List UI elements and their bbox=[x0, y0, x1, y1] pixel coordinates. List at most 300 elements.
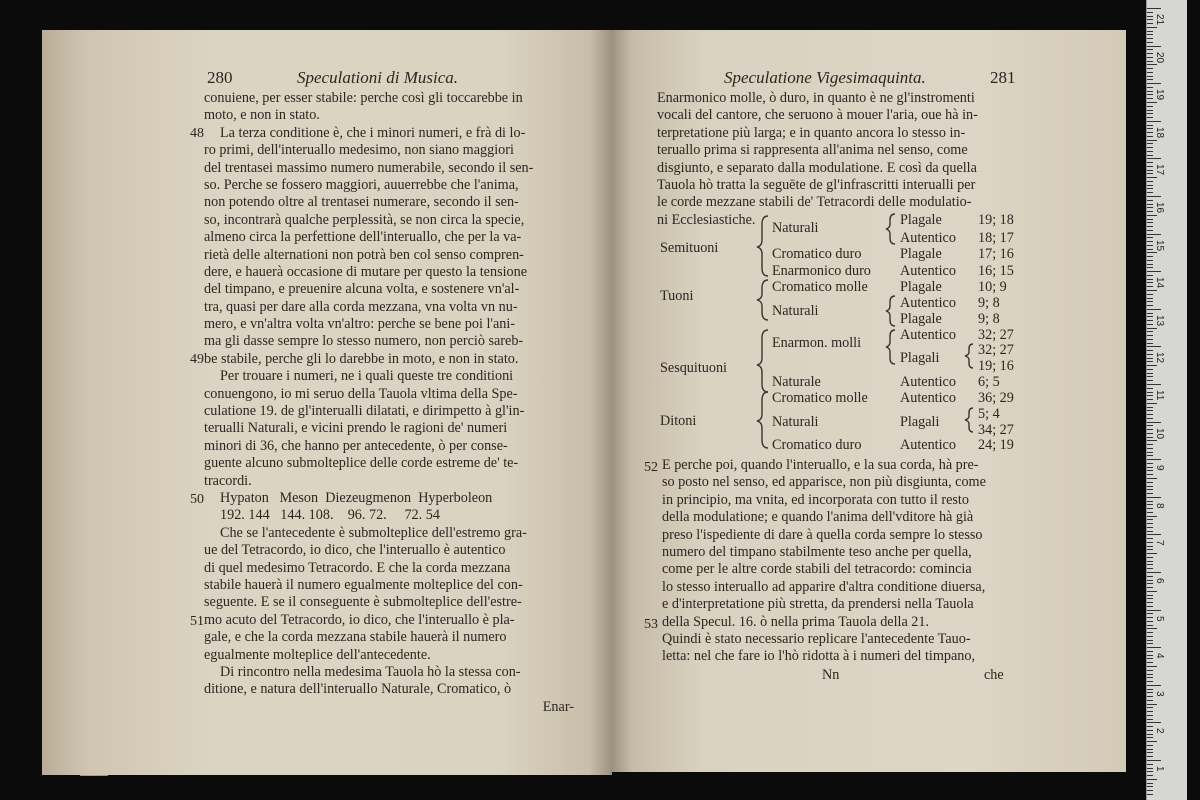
ruler-tick bbox=[1147, 34, 1153, 35]
brace-naturali-tuoni bbox=[886, 296, 895, 326]
subgroup: Enarmon. molli bbox=[772, 335, 862, 351]
text-line: stabile hauerà il numero egualmente molteplice del con- bbox=[204, 576, 523, 593]
ruler-tick bbox=[1147, 482, 1153, 483]
ruler-tick bbox=[1147, 256, 1153, 257]
tetrachord-numbers: 192. 144 144. 108. 96. 72. 72. 54 bbox=[220, 507, 440, 524]
text-line: ma gli dasse sempre lo stesso numero, non perciò sareb- bbox=[204, 333, 524, 350]
ruler-tick bbox=[1147, 722, 1161, 723]
text-line: Enarmonico molle, ò duro, in quanto è ne gl'instromenti bbox=[657, 90, 975, 106]
ruler-tick bbox=[1147, 692, 1153, 693]
text-line: Che se l'antecedente è submolteplice dell'estremo gra- bbox=[220, 524, 527, 541]
ruler-tick bbox=[1147, 309, 1161, 310]
interval-ratio: 17; 16 bbox=[978, 246, 1014, 262]
left-body-text bbox=[204, 90, 604, 716]
ruler-tick bbox=[1147, 46, 1161, 47]
right-body-text-bottom bbox=[662, 457, 1082, 666]
ruler-tick bbox=[1147, 192, 1153, 193]
ruler-tick bbox=[1147, 42, 1153, 43]
brace-enarmon bbox=[886, 330, 895, 364]
subgroup: Naturali bbox=[772, 303, 819, 319]
ruler-tick bbox=[1147, 335, 1153, 336]
ruler-tick bbox=[1147, 252, 1157, 253]
ruler-label: 1 bbox=[1154, 766, 1165, 772]
ruler-tick bbox=[1147, 196, 1161, 197]
ruler-tick bbox=[1147, 226, 1153, 227]
text-line: so, incontrarà qualche perplessità, se non circa la specie, bbox=[204, 211, 525, 228]
ruler-tick bbox=[1147, 726, 1153, 727]
catchword: che bbox=[984, 667, 1004, 683]
interval-kind: Plagale bbox=[900, 212, 942, 228]
ruler-tick bbox=[1147, 531, 1153, 532]
ruler-tick bbox=[1147, 425, 1153, 426]
ruler-tick bbox=[1147, 783, 1153, 784]
ruler-tick bbox=[1147, 64, 1157, 65]
margin-number: 50 bbox=[190, 492, 204, 507]
margin-number: 49 bbox=[190, 352, 204, 367]
ruler-tick bbox=[1147, 8, 1161, 9]
left-page bbox=[42, 30, 612, 775]
ruler-tick bbox=[1147, 497, 1161, 498]
ruler-tick bbox=[1147, 546, 1153, 547]
ruler-tick bbox=[1147, 504, 1153, 505]
ruler-tick bbox=[1147, 771, 1153, 772]
ruler-tick bbox=[1147, 16, 1153, 17]
ruler-tick bbox=[1147, 700, 1153, 701]
interval-ratio: 9; 8 bbox=[978, 295, 1000, 311]
ruler-tick bbox=[1147, 128, 1153, 129]
ruler-tick bbox=[1147, 549, 1153, 550]
ruler-label: 8 bbox=[1154, 502, 1165, 509]
ruler-tick bbox=[1147, 204, 1153, 205]
ruler-tick bbox=[1147, 557, 1153, 558]
ruler-tick bbox=[1147, 361, 1153, 362]
ruler-tick bbox=[1147, 493, 1153, 494]
ruler-tick bbox=[1147, 568, 1153, 569]
text-line: mo acuto del Tetracordo, io dico, che l'interuallo è pla- bbox=[204, 611, 515, 628]
ruler-tick bbox=[1147, 508, 1153, 509]
text-line: le corde mezzane stabili de' Tetracordi delle modulatio- bbox=[657, 194, 972, 211]
ruler-tick bbox=[1147, 151, 1153, 152]
text-line: disgiunto, e separato dalla modulatione. E così da quella bbox=[657, 159, 977, 176]
ruler-label: 5 bbox=[1154, 615, 1165, 622]
ruler-tick bbox=[1147, 376, 1153, 377]
ruler-tick bbox=[1147, 113, 1153, 114]
text-line: Di rincontro nella medesima Tauola hò la stessa con- bbox=[220, 663, 521, 680]
ruler-tick bbox=[1147, 298, 1153, 299]
ruler-tick bbox=[1147, 316, 1153, 317]
ruler-tick bbox=[1147, 61, 1153, 62]
ruler-tick bbox=[1147, 294, 1153, 295]
ruler-tick bbox=[1147, 245, 1153, 246]
ruler-tick bbox=[1147, 155, 1153, 156]
ruler-label: 17 bbox=[1154, 164, 1165, 176]
ruler-tick bbox=[1147, 177, 1157, 178]
ruler-tick bbox=[1147, 170, 1153, 171]
ruler-tick bbox=[1147, 576, 1153, 577]
ruler-label: 6 bbox=[1154, 578, 1165, 584]
subgroup: Naturale bbox=[772, 374, 821, 390]
subgroup: Cromatico molle bbox=[772, 279, 868, 295]
ruler-tick bbox=[1147, 587, 1153, 588]
text-line: gale, e che la corda mezzana stabile hauerà il numero bbox=[204, 629, 507, 646]
text-line: guente alcuno submolteplice delle corde estreme de' te- bbox=[204, 455, 519, 472]
ruler-tick bbox=[1147, 91, 1153, 92]
text-line: minori di 36, che hanno per antecedente, ò per conse- bbox=[204, 437, 508, 454]
brace-tuoni bbox=[757, 280, 768, 320]
ruler-label: 4 bbox=[1154, 653, 1165, 659]
ruler-tick bbox=[1147, 632, 1153, 633]
group-name: Semituoni bbox=[660, 240, 719, 256]
ruler-tick bbox=[1147, 681, 1153, 682]
ruler-tick bbox=[1147, 647, 1161, 648]
ruler-tick bbox=[1147, 53, 1153, 54]
ruler-tick bbox=[1147, 106, 1153, 107]
ruler-tick bbox=[1147, 516, 1157, 517]
ruler-tick bbox=[1147, 794, 1153, 795]
ruler-tick bbox=[1147, 410, 1153, 411]
text-line: numero del timpano stabilmente teso anche per quella, bbox=[662, 543, 972, 560]
ruler-tick bbox=[1147, 241, 1153, 242]
ruler-tick bbox=[1147, 207, 1153, 208]
ruler-tick bbox=[1147, 365, 1157, 366]
ruler-tick bbox=[1147, 331, 1153, 332]
ruler-tick bbox=[1147, 222, 1153, 223]
ruler-tick bbox=[1147, 741, 1157, 742]
ruler-tick bbox=[1147, 249, 1153, 250]
text-line: tra, quasi per dare alla corda mezzana, vna volta vn nu- bbox=[204, 298, 518, 315]
ruler-tick bbox=[1147, 595, 1153, 596]
ruler-tick bbox=[1147, 474, 1153, 475]
ruler-tick bbox=[1147, 350, 1153, 351]
ruler-tick bbox=[1147, 68, 1153, 69]
text-line: so posto nel senso, ed apparisce, non più disgiunta, come bbox=[662, 474, 986, 491]
interval-kind: Autentico bbox=[900, 390, 956, 406]
text-line: del timpano, e preuenire alcuna volta, e sostenere vn'al- bbox=[204, 281, 520, 298]
ruler-tick bbox=[1147, 440, 1157, 441]
ruler-label: 16 bbox=[1154, 202, 1165, 214]
ruler-tick bbox=[1147, 418, 1153, 419]
ruler-tick bbox=[1147, 580, 1153, 581]
ruler-tick bbox=[1147, 260, 1153, 261]
text-line: egualmente molteplice dell'antecedente. bbox=[204, 646, 431, 663]
interval-ratio: 10; 9 bbox=[978, 279, 1007, 295]
group-name: Ditoni bbox=[660, 413, 697, 429]
text-line: Per trouare i numeri, ne i quali queste tre conditioni bbox=[220, 368, 514, 385]
ruler-tick bbox=[1147, 121, 1161, 122]
catchword: Enar- bbox=[542, 698, 574, 715]
ruler-tick bbox=[1147, 407, 1153, 408]
text-line: del trentasei massimo numero numerabile, secondo il sen- bbox=[204, 159, 534, 176]
ruler-tick bbox=[1147, 602, 1153, 603]
ruler-tick bbox=[1147, 354, 1153, 355]
interval-kind: Autentico bbox=[900, 437, 956, 453]
text-line: ditione, e natura dell'interuallo Naturale, Cromatico, ò bbox=[204, 681, 512, 698]
group-name: Sesquituoni bbox=[660, 360, 728, 376]
ruler-tick bbox=[1147, 677, 1153, 678]
ruler-tick bbox=[1147, 147, 1153, 148]
ruler-tick bbox=[1147, 324, 1153, 325]
interval-kind: Plagale bbox=[900, 279, 942, 295]
ruler-tick bbox=[1147, 752, 1153, 753]
margin-number: 51 bbox=[190, 614, 204, 629]
ruler-tick bbox=[1147, 328, 1157, 329]
ruler-tick bbox=[1147, 110, 1153, 111]
ruler-tick bbox=[1147, 553, 1157, 554]
ruler-label: 12 bbox=[1154, 352, 1165, 364]
margin-number: 53 bbox=[644, 617, 658, 632]
text-line: ue del Tetracordo, io dico, che l'interuallo è autentico bbox=[204, 542, 506, 559]
interval-ratio: 19; 18 bbox=[978, 212, 1014, 228]
interval-kind: Plagale bbox=[900, 311, 942, 327]
ruler-tick bbox=[1147, 102, 1157, 103]
ruler-tick bbox=[1147, 561, 1153, 562]
ruler-tick bbox=[1147, 76, 1153, 77]
interval-kind: Plagali bbox=[900, 414, 940, 430]
ruler-tick bbox=[1147, 467, 1153, 468]
ruler-label: 3 bbox=[1154, 690, 1165, 697]
text-line: preso l'ispediente di dare à quella corda sempre lo stesso bbox=[662, 526, 983, 543]
ruler-tick bbox=[1147, 512, 1153, 513]
ruler-tick bbox=[1147, 606, 1153, 607]
interval-kind: Autentico bbox=[900, 295, 956, 311]
ruler-label: 20 bbox=[1154, 51, 1165, 63]
subgroup: Naturali bbox=[772, 220, 819, 236]
ruler-tick bbox=[1147, 166, 1153, 167]
ruler-tick bbox=[1147, 523, 1153, 524]
ruler-tick bbox=[1147, 572, 1161, 573]
ruler-label: 2 bbox=[1154, 728, 1165, 734]
ruler-tick bbox=[1147, 279, 1153, 280]
ruler-label: 18 bbox=[1154, 126, 1165, 138]
text-line: vocali del cantore, che seruono à mouer l'aria, oue hà in- bbox=[657, 107, 978, 124]
ruler-tick bbox=[1147, 489, 1153, 490]
group-name: Tuoni bbox=[660, 288, 694, 304]
ruler-tick bbox=[1147, 478, 1157, 479]
ruler-tick bbox=[1147, 388, 1153, 389]
ruler-tick bbox=[1147, 704, 1157, 705]
interval-kind: Plagali bbox=[900, 350, 940, 366]
text-line: conuengono, io mi seruo della Tauola vltima della Spe- bbox=[204, 385, 518, 402]
ruler-tick bbox=[1147, 719, 1153, 720]
ruler-tick bbox=[1147, 643, 1153, 644]
ruler-tick bbox=[1147, 764, 1153, 765]
ruler-tick bbox=[1147, 711, 1153, 712]
ruler-tick bbox=[1147, 463, 1153, 464]
ruler-tick bbox=[1147, 215, 1157, 216]
ruler-tick bbox=[1147, 185, 1153, 186]
left-page-number: 280 bbox=[207, 68, 233, 87]
text-line: terpretatione più larga; e in quanto ancora lo stesso in- bbox=[657, 124, 966, 141]
ruler-tick bbox=[1147, 625, 1153, 626]
ruler-tick bbox=[1147, 689, 1153, 690]
text-line: della modulatione; e quando l'anima dell'vditore hà già bbox=[662, 509, 974, 526]
text-line: letta: nel che fare io l'hò ridotta à i numeri del timpano, bbox=[662, 648, 975, 665]
text-line: rietà delle alternationi non potrà ben col senso compren- bbox=[204, 246, 524, 263]
ruler-label: 15 bbox=[1154, 239, 1165, 251]
margin-number: 52 bbox=[644, 460, 658, 475]
text-line: di quel medesimo Tetracordo. E che la corda mezzana bbox=[204, 559, 511, 576]
ruler-tick bbox=[1147, 737, 1153, 738]
text-line: lo stesso interuallo ad apparire d'altra conditione diuersa, bbox=[662, 578, 986, 595]
text-line: be stabile, perche gli lo darebbe in moto, e non in stato. bbox=[204, 350, 519, 367]
ruler-tick bbox=[1147, 662, 1153, 663]
measuring-ruler bbox=[1146, 0, 1187, 800]
ruler-tick bbox=[1147, 286, 1153, 287]
ruler-tick bbox=[1147, 768, 1153, 769]
text-line: so. Perche se fossero maggiori, auuerrebbe che l'anima, bbox=[204, 176, 519, 193]
ruler-tick bbox=[1147, 779, 1157, 780]
ruler-tick bbox=[1147, 621, 1153, 622]
ruler-tick bbox=[1147, 685, 1161, 686]
ruler-tick bbox=[1147, 628, 1157, 629]
ruler-tick bbox=[1147, 591, 1157, 592]
text-line: non potendo oltre al trentasei numerare, secondo il sen- bbox=[204, 194, 519, 211]
brace-plagali-sesqui bbox=[965, 344, 973, 368]
ruler-tick bbox=[1147, 640, 1153, 641]
text-line: terualli Naturali, e vicini prendo le ragioni de' numeri bbox=[204, 420, 508, 437]
interval-ratio: 36; 29 bbox=[978, 390, 1014, 406]
ruler-tick bbox=[1147, 125, 1153, 126]
ruler-tick bbox=[1147, 31, 1153, 32]
ruler-tick bbox=[1147, 23, 1153, 24]
ruler-tick bbox=[1147, 271, 1161, 272]
ruler-tick bbox=[1147, 117, 1153, 118]
ruler-tick bbox=[1147, 527, 1153, 528]
ruler-tick bbox=[1147, 452, 1153, 453]
ruler-tick bbox=[1147, 173, 1153, 174]
text-line: ni Ecclesiastiche. bbox=[657, 211, 756, 228]
ruler-tick bbox=[1147, 674, 1153, 675]
text-line: almeno circa la perfettione dell'interuallo, che per la va- bbox=[204, 229, 522, 246]
ruler-label: 19 bbox=[1154, 89, 1165, 101]
ruler-tick bbox=[1147, 433, 1153, 434]
ruler-tick bbox=[1147, 598, 1153, 599]
ruler-label: 7 bbox=[1154, 540, 1165, 546]
margin-number: 48 bbox=[190, 126, 204, 141]
ruler-tick bbox=[1147, 775, 1153, 776]
brace-plagali-ditoni bbox=[965, 408, 973, 432]
subgroup: Cromatico duro bbox=[772, 437, 862, 453]
text-line: come per le altre corde stabili del tetracordo: comincia bbox=[662, 561, 972, 578]
text-line: ro primi, dell'interuallo medesimo, non siano maggiori bbox=[204, 142, 514, 159]
interval-ratio: 19; 16 bbox=[978, 358, 1014, 374]
ruler-tick bbox=[1147, 534, 1161, 535]
ruler-tick bbox=[1147, 448, 1153, 449]
ruler-tick bbox=[1147, 181, 1153, 182]
ruler-tick bbox=[1147, 267, 1153, 268]
ruler-tick bbox=[1147, 19, 1153, 20]
ruler-tick bbox=[1147, 670, 1153, 671]
ruler-tick bbox=[1147, 83, 1161, 84]
ruler-tick bbox=[1147, 230, 1153, 231]
ruler-tick bbox=[1147, 395, 1153, 396]
ruler-tick bbox=[1147, 136, 1153, 137]
text-line: E perche poi, quando l'interuallo, e la sua corda, hà pre- bbox=[662, 457, 979, 473]
ruler-label: 11 bbox=[1154, 390, 1165, 401]
interval-ratio: 24; 19 bbox=[978, 437, 1014, 453]
ruler-tick bbox=[1147, 745, 1153, 746]
interval-ratio: 16; 15 bbox=[978, 263, 1014, 279]
ruler-label: 14 bbox=[1154, 277, 1165, 289]
interval-kind: Autentico bbox=[900, 374, 956, 390]
subgroup: Enarmonico duro bbox=[772, 263, 871, 279]
ruler-tick bbox=[1147, 12, 1153, 13]
ruler-tick bbox=[1147, 403, 1157, 404]
text-line: della Specul. 16. ò nella prima Tauola della 21. bbox=[662, 613, 930, 630]
text-line: mero, e vn'altra volta vn'altro: perche se bene poi l'ani- bbox=[204, 316, 516, 333]
ruler-tick bbox=[1147, 264, 1153, 265]
ruler-tick bbox=[1147, 162, 1153, 163]
ruler-tick bbox=[1147, 429, 1153, 430]
ruler-tick bbox=[1147, 72, 1153, 73]
ruler-tick bbox=[1147, 27, 1157, 28]
ruler-tick bbox=[1147, 749, 1153, 750]
right-page-number: 281 bbox=[990, 68, 1016, 87]
text-line: conuiene, per esser stabile: perche così gli toccarebbe in bbox=[204, 90, 523, 106]
ruler-tick bbox=[1147, 79, 1153, 80]
ruler-tick bbox=[1147, 542, 1153, 543]
ruler-tick bbox=[1147, 343, 1153, 344]
ruler-tick bbox=[1147, 320, 1153, 321]
text-line: in principio, ma vnita, ed incorporata con tutto il resto bbox=[662, 491, 969, 508]
interval-kind: Plagale bbox=[900, 246, 942, 262]
brace-ditoni bbox=[757, 392, 768, 448]
ruler-tick bbox=[1147, 373, 1153, 374]
interval-ratio: 5; 4 bbox=[978, 406, 1000, 422]
text-line: La terza conditione è, che i minori numeri, e frà di lo- bbox=[220, 124, 526, 141]
ruler-tick bbox=[1147, 486, 1153, 487]
subgroup: Cromatico duro bbox=[772, 246, 862, 262]
ruler-tick bbox=[1147, 188, 1153, 189]
ruler-tick bbox=[1147, 234, 1161, 235]
ruler-tick bbox=[1147, 651, 1153, 652]
right-page bbox=[612, 30, 1126, 772]
interval-ratio: 9; 8 bbox=[978, 311, 1000, 327]
ruler-tick bbox=[1147, 305, 1153, 306]
ruler-tick bbox=[1147, 211, 1153, 212]
ruler-tick bbox=[1147, 437, 1153, 438]
ruler-label: 9 bbox=[1154, 465, 1165, 471]
ruler-tick bbox=[1147, 696, 1153, 697]
text-line: dere, e hauerà occasione di mutare per questo la tensione bbox=[204, 263, 528, 280]
ruler-tick bbox=[1147, 636, 1153, 637]
ruler-tick bbox=[1147, 237, 1153, 238]
ruler-tick bbox=[1147, 564, 1153, 565]
ruler-tick bbox=[1147, 132, 1153, 133]
ruler-tick bbox=[1147, 501, 1153, 502]
brace-naturali-semi bbox=[886, 214, 895, 244]
text-line: teruallo prima si rappresenta all'anima nel senso, come bbox=[657, 142, 968, 159]
ruler-label: 13 bbox=[1154, 314, 1165, 326]
interval-kind: Autentico bbox=[900, 230, 956, 246]
ruler-label: 21 bbox=[1154, 14, 1165, 26]
ruler-tick bbox=[1147, 358, 1153, 359]
ruler-tick bbox=[1147, 380, 1153, 381]
ruler-tick bbox=[1147, 301, 1153, 302]
ruler-tick bbox=[1147, 200, 1153, 201]
tetrachord-names: Hypaton Meson Diezeugmenon Hyperboleon bbox=[220, 489, 493, 506]
ruler-tick bbox=[1147, 786, 1153, 787]
interval-kind: Autentico bbox=[900, 327, 956, 343]
text-line: tracordi. bbox=[204, 472, 252, 489]
right-running-head: Speculatione Vigesimaquinta. bbox=[724, 68, 926, 87]
ruler-tick bbox=[1147, 87, 1153, 88]
subgroup: Naturali bbox=[772, 414, 819, 430]
interval-ratio: 34; 27 bbox=[978, 422, 1014, 438]
ruler-tick bbox=[1147, 313, 1153, 314]
ruler-tick bbox=[1147, 282, 1153, 283]
ruler-tick bbox=[1147, 94, 1153, 95]
